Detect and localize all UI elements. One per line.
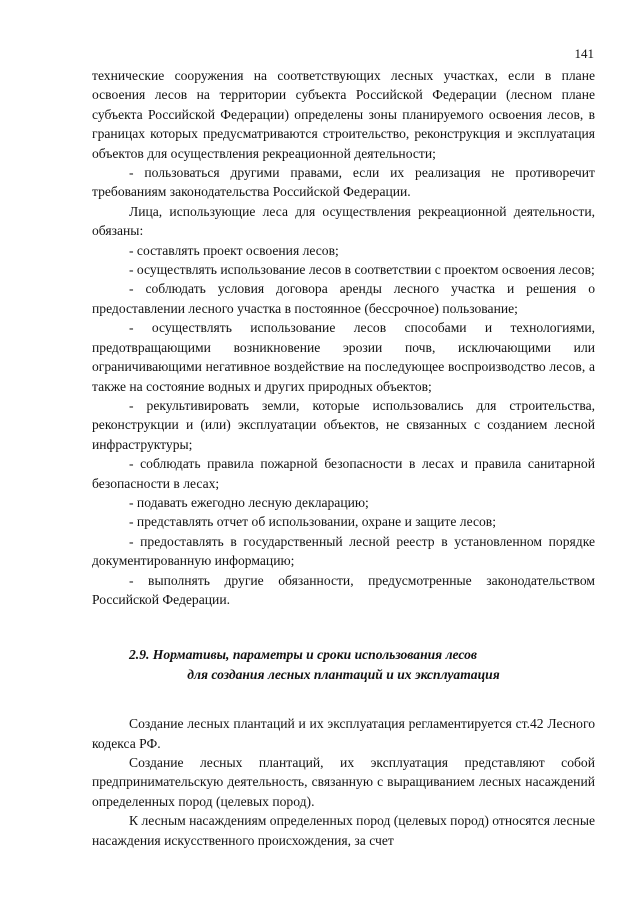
list-item: - выполнять другие обязанности, предусмотренные законодательством Российской Федерации. [92,572,595,607]
list-item: - рекультивировать земли, которые использовались для строительства, реконструкции и (или) эксплуатации объектов, не связанных с созданием лесной инфраструктуры; [92,397,595,452]
list-item: - соблюдать условия договора аренды лесного участка и решения о предоставлении лесного участка в постоянное (бессрочное) пользование; [92,281,595,316]
section-heading [92,645,595,684]
paragraph: Создание лесных плантаций и их эксплуатация регламентируется ст.42 Лесного кодекса РФ. [92,716,595,751]
paragraph: К лесным насаждениям определенных пород (целевых пород) относятся лесные насаждения искусственного происхождения, за счет [92,813,595,848]
bottom-paragraphs [92,714,595,850]
page-number: 141 [574,46,594,61]
section-heading-line-1: 2.9. Нормативы, параметры и сроки использования лесов [129,647,477,663]
list-item: - соблюдать правила пожарной безопасности в лесах и правила санитарной безопасности в лесах; [92,456,595,491]
top-paragraphs [92,66,595,609]
list-item: - осуществлять использование лесов способами и технологиями, предотвращающими возникновение эрозии почв, исключающими или ограничивающими негативное воздействие на последующее воспроизводство лесов, а также на состояние водных и других природных объектов; [92,320,595,394]
paragraph: - пользоваться другими правами, если их реализация не противоречит требованиям законодательства Российской Федерации. [92,165,595,200]
paragraph: Создание лесных плантаций, их эксплуатация представляют собой предпринимательскую деятельность, связанную с выращиванием лесных насаждений определенных пород (целевых пород). [92,755,595,809]
paragraph: Лица, использующие леса для осуществления рекреационной деятельности, обязаны: [92,203,595,239]
list-item: - составлять проект освоения лесов; [129,242,339,258]
list-item: - представлять отчет об использовании, охране и защите лесов; [129,514,496,530]
list-item: - осуществлять использование лесов в соответствии с проектом освоения лесов; [129,262,595,278]
list-item: - подавать ежегодно лесную декларацию; [129,494,369,510]
paragraph: технические сооружения на соответствующих лесных участках, если в плане освоения лесов на территории субъекта Российской Федерации (лесном плане субъекта Российской Федерации) определены зоны планируемого освоения лесов, в границах которых предусматриваются строительство, реконструкция и эксплуатация объектов для осуществления рекреационной деятельности; [92,68,595,161]
page-content [92,66,595,850]
list-item: - предоставлять в государственный лесной реестр в установленном порядке документированную информацию; [92,533,595,569]
section-heading-line-2: для создания лесных плантаций и их эксплуатация [187,666,500,682]
